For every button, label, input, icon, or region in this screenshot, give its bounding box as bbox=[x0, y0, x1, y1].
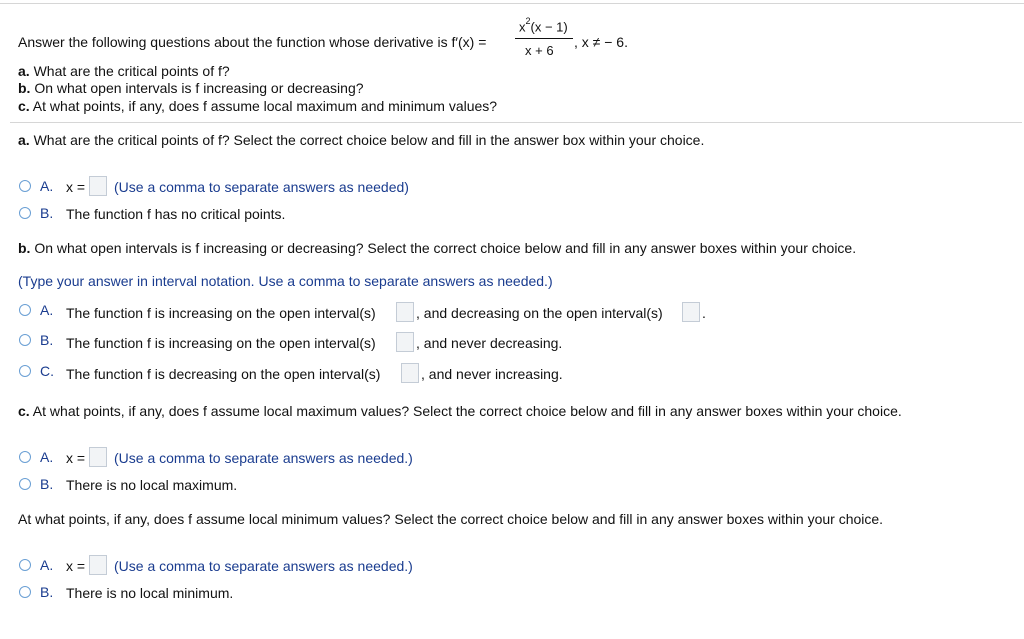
part-b-hint: (Type your answer in interval notation. Use a comma to separate answers as needed.) bbox=[18, 273, 553, 289]
part-b-option-b-label: B. bbox=[40, 332, 54, 348]
part-b-option-c-radio[interactable] bbox=[19, 365, 31, 377]
part-c-max-option-b-radio[interactable] bbox=[19, 478, 31, 490]
part-b-option-c-text2: , and never increasing. bbox=[421, 366, 563, 382]
part-c-max-prompt: c. At what points, if any, does f assume local maximum values? Select the correct choice below and fill in any answer boxes within your choice. bbox=[18, 403, 902, 419]
part-b-option-b-text2: , and never decreasing. bbox=[416, 335, 563, 351]
part-b-option-b-text1: The function f is increasing on the open interval(s) bbox=[66, 335, 376, 351]
intro-text: Answer the following questions about the function whose derivative is f′(x) = bbox=[18, 34, 487, 50]
part-b-increasing-only-box[interactable] bbox=[396, 332, 414, 352]
top-divider bbox=[0, 3, 1024, 4]
part-a-option-a-label: A. bbox=[40, 178, 54, 194]
part-c-max-option-b-text: There is no local maximum. bbox=[66, 477, 238, 493]
domain-condition: , x ≠ − 6. bbox=[574, 34, 628, 50]
part-a-prompt: a. What are the critical points of f? Select the correct choice below and fill in the answer box within your choice. bbox=[18, 132, 705, 148]
derivative-fraction bbox=[505, 18, 575, 62]
part-c-min-answer-box[interactable] bbox=[89, 555, 107, 575]
question-b: b. On what open intervals is f increasing or decreasing? bbox=[18, 80, 364, 96]
part-b-option-c-label: C. bbox=[40, 363, 54, 379]
part-c-min-x-prefix: x = bbox=[66, 558, 86, 574]
part-c-max-option-b-label: B. bbox=[40, 476, 54, 492]
part-c-min-option-a-radio[interactable] bbox=[19, 559, 31, 571]
part-c-max-option-a-radio[interactable] bbox=[19, 451, 31, 463]
part-c-min-option-b-label: B. bbox=[40, 584, 54, 600]
part-b-option-a-text1: The function f is increasing on the open interval(s) bbox=[66, 305, 376, 321]
fraction-bar bbox=[515, 38, 573, 39]
fraction-denominator: x + 6 bbox=[525, 43, 554, 58]
question-a: a. What are the critical points of f? bbox=[18, 63, 230, 79]
part-b-prompt: b. On what open intervals is f increasing or decreasing? Select the correct choice below and fill in any answer boxes within your choice. bbox=[18, 240, 857, 256]
part-a-option-b-text: The function f has no critical points. bbox=[66, 206, 286, 222]
part-c-min-option-b-text: There is no local minimum. bbox=[66, 585, 234, 601]
part-b-option-c-text1: The function f is decreasing on the open interval(s) bbox=[66, 366, 381, 382]
part-b-option-b-radio[interactable] bbox=[19, 334, 31, 346]
part-a-hint: (Use a comma to separate answers as needed) bbox=[114, 179, 409, 195]
part-c-max-x-prefix: x = bbox=[66, 450, 86, 466]
part-c-max-answer-box[interactable] bbox=[89, 447, 107, 467]
fraction-numerator: $x^2(x - 1)$ bbox=[519, 16, 568, 35]
part-c-min-prompt: At what points, if any, does f assume local minimum values? Select the correct choice below and fill in any answer boxes within your choice. bbox=[18, 511, 884, 527]
part-b-decreasing-only-box[interactable] bbox=[401, 363, 419, 383]
part-b-option-a-radio[interactable] bbox=[19, 304, 31, 316]
part-c-max-hint: (Use a comma to separate answers as needed.) bbox=[114, 450, 413, 466]
part-a-x-prefix: x = bbox=[66, 179, 86, 195]
part-a-option-a-radio[interactable] bbox=[19, 180, 31, 192]
part-b-option-a-label: A. bbox=[40, 302, 54, 318]
question-c: c. At what points, if any, does f assume local maximum and minimum values? bbox=[18, 98, 498, 114]
part-a-answer-box[interactable] bbox=[89, 176, 107, 196]
part-b-decreasing-box[interactable] bbox=[682, 302, 700, 322]
part-c-min-hint: (Use a comma to separate answers as needed.) bbox=[114, 558, 413, 574]
part-b-increasing-box[interactable] bbox=[396, 302, 414, 322]
part-a-option-b-radio[interactable] bbox=[19, 207, 31, 219]
section-divider bbox=[10, 122, 1022, 123]
part-c-max-option-a-label: A. bbox=[40, 449, 54, 465]
part-b-option-a-text2: , and decreasing on the open interval(s) bbox=[416, 305, 663, 321]
part-b-option-a-text3: . bbox=[702, 305, 706, 321]
part-a-option-b-label: B. bbox=[40, 205, 54, 221]
part-c-min-option-a-label: A. bbox=[40, 557, 54, 573]
part-c-min-option-b-radio[interactable] bbox=[19, 586, 31, 598]
